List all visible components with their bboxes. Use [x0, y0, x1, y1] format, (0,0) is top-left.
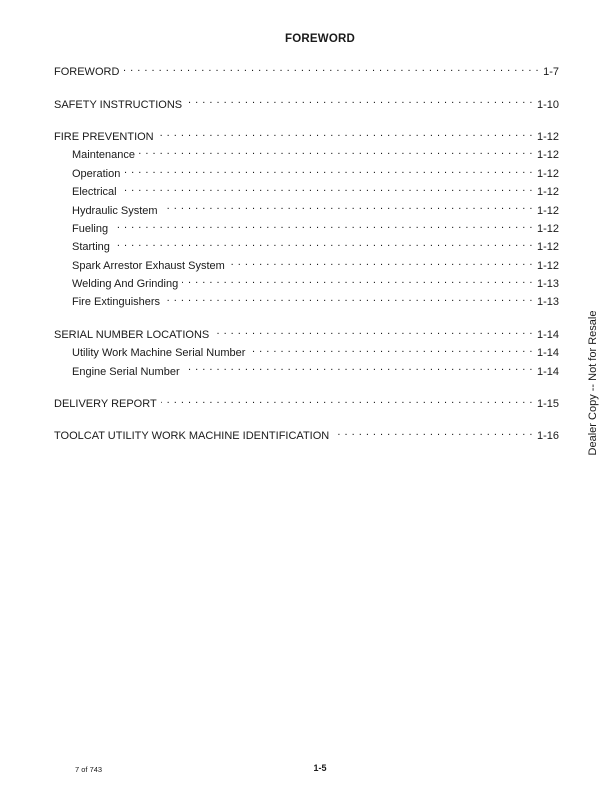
toc-subentry[interactable] [54, 342, 559, 360]
toc-dot-leader [229, 255, 533, 269]
toc-entry-label: Utility Work Machine Serial Number [72, 347, 246, 360]
toc-entry-label: Operation [72, 167, 121, 180]
toc-entry-label: Electrical [72, 186, 117, 199]
toc-entry-label: Spark Arrestor Exhaust System [72, 259, 225, 272]
toc-dot-leader [121, 181, 533, 195]
footer-page-number: 1-5 [313, 763, 327, 773]
toc-entry[interactable] [54, 425, 559, 443]
toc-entry-page: 1-13 [536, 278, 559, 291]
toc-entry-label: DELIVERY REPORT [54, 398, 157, 411]
page-title: FOREWORD [285, 33, 355, 45]
toc-subentry[interactable] [54, 273, 559, 291]
toc-dot-leader [249, 342, 533, 356]
toc-entry-page: 1-13 [536, 296, 559, 309]
toc-subentry[interactable] [54, 199, 559, 217]
toc-entry-page: 1-12 [536, 186, 559, 199]
toc-entry-page: 1-12 [536, 241, 559, 254]
toc-subentry[interactable] [54, 144, 559, 162]
toc-section [54, 393, 559, 411]
toc-dot-leader [162, 199, 533, 213]
toc-entry-page: 1-12 [536, 204, 559, 217]
toc-entry[interactable] [54, 126, 559, 144]
toc-entry-label: Fueling [72, 222, 109, 235]
toc-section [54, 126, 559, 310]
toc-subentry[interactable] [54, 360, 559, 378]
toc-entry-label: Engine Serial Number [72, 365, 180, 378]
toc-entry-page: 1-12 [536, 149, 559, 162]
toc-section [54, 324, 559, 379]
toc-section [54, 93, 559, 111]
toc-entry-page: 1-14 [536, 365, 559, 378]
toc-entry-page: 1-12 [536, 222, 559, 235]
toc-dot-leader [186, 93, 533, 107]
toc-entry-page: 1-12 [536, 167, 559, 180]
toc-entry[interactable] [54, 393, 559, 411]
toc-entry-label: Welding And Grinding [72, 278, 179, 291]
toc-subentry[interactable] [54, 291, 559, 309]
toc-entry-label: TOOLCAT UTILITY WORK MACHINE IDENTIFICATION [54, 430, 330, 443]
side-watermark-note [583, 310, 603, 456]
toc-dot-leader [124, 163, 533, 177]
toc-entry-page: 1-14 [536, 328, 559, 341]
toc-entry-page: 1-12 [536, 130, 559, 143]
toc-entry-label: Starting [72, 241, 110, 254]
toc-entry-page: 1-15 [536, 398, 559, 411]
toc-dot-leader [158, 126, 533, 140]
toc-subentry[interactable] [54, 218, 559, 236]
toc-dot-leader [182, 273, 533, 287]
toc-entry-label: SERIAL NUMBER LOCATIONS [54, 328, 210, 341]
toc-dot-leader [161, 393, 533, 407]
table-of-contents [54, 61, 559, 458]
toc-section [54, 61, 559, 79]
toc-dot-leader [114, 236, 533, 250]
toc-entry-label: Hydraulic System [72, 204, 158, 217]
toc-entry-page: 1-14 [536, 347, 559, 360]
toc-entry-label: FIRE PREVENTION [54, 130, 154, 143]
toc-subentry[interactable] [54, 236, 559, 254]
toc-dot-leader [184, 360, 533, 374]
toc-entry[interactable] [54, 324, 559, 342]
toc-section [54, 425, 559, 443]
toc-entry[interactable] [54, 61, 559, 79]
toc-entry-label: SAFETY INSTRUCTIONS [54, 98, 183, 111]
toc-entry-page: 1-7 [543, 66, 559, 79]
toc-entry-label: FOREWORD [54, 66, 120, 79]
toc-dot-leader [333, 425, 533, 439]
toc-dot-leader [112, 218, 533, 232]
footer-page-count: 7 of 743 [75, 765, 103, 774]
toc-dot-leader [139, 144, 533, 158]
toc-dot-leader [213, 324, 533, 338]
side-note-text: Dealer Copy -- Not for Resale [587, 310, 599, 456]
toc-subentry[interactable] [54, 255, 559, 273]
toc-entry-page: 1-12 [536, 259, 559, 272]
toc-entry[interactable] [54, 93, 559, 111]
toc-entry-page: 1-16 [536, 430, 559, 443]
toc-subentry[interactable] [54, 163, 559, 181]
toc-subentry[interactable] [54, 181, 559, 199]
toc-dot-leader [123, 61, 539, 75]
toc-entry-label: Maintenance [72, 149, 135, 162]
toc-entry-label: Fire Extinguishers [72, 296, 161, 309]
toc-entry-page: 1-10 [536, 98, 559, 111]
toc-dot-leader [164, 291, 533, 305]
